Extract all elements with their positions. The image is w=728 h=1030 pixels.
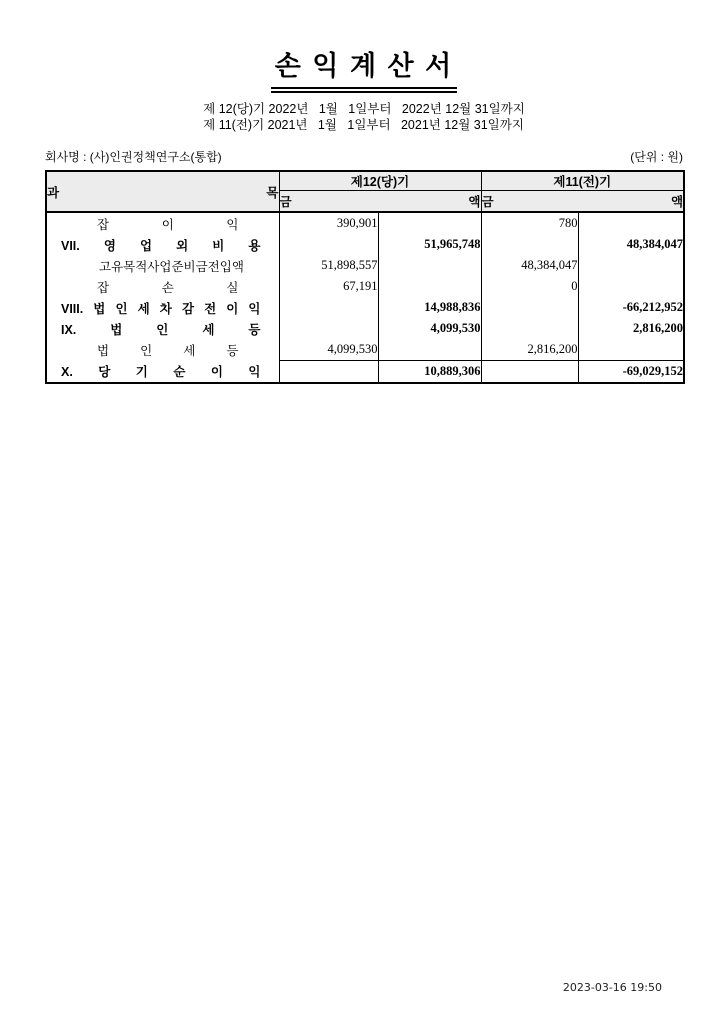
amount-p11-detail — [481, 318, 578, 339]
amount-p12-total: 14,988,836 — [378, 297, 481, 318]
amount-p11-total — [578, 212, 684, 234]
document-page — [0, 0, 728, 384]
amount-p12-detail — [279, 361, 378, 384]
table-row — [46, 361, 684, 384]
account-cell: 법 인 세 등 — [46, 339, 279, 361]
account-cell: VIII. 법 인 세 차 감 전 이 익 — [46, 297, 279, 318]
amount-p12-detail: 67,191 — [279, 276, 378, 297]
meta-row — [45, 148, 683, 165]
table-row — [46, 339, 684, 361]
amount-p12-total — [378, 212, 481, 234]
amount-p12-detail — [279, 234, 378, 255]
amount-p11-total: 48,384,047 — [578, 234, 684, 255]
amount-p12-total: 4,099,530 — [378, 318, 481, 339]
amount-p12-detail: 390,901 — [279, 212, 378, 234]
amount-p11-detail — [481, 297, 578, 318]
amount-header-12: 금 액 — [279, 191, 481, 213]
amount-p12-detail: 51,898,557 — [279, 255, 378, 276]
amount-p11-detail: 780 — [481, 212, 578, 234]
income-statement-table — [45, 170, 685, 384]
amount-p11-detail: 48,384,047 — [481, 255, 578, 276]
period-line-current: 제 12(당)기 2022년 1월 1일부터 2022년 12월 31일까지 — [203, 102, 525, 116]
table-row — [46, 276, 684, 297]
amount-p11-total: 2,816,200 — [578, 318, 684, 339]
amount-p11-total: -69,029,152 — [578, 361, 684, 384]
period-line-previous: 제 11(전)기 2021년 1월 1일부터 2021년 12월 31일까지 — [203, 118, 524, 132]
table-row — [46, 234, 684, 255]
amount-p12-total: 51,965,748 — [378, 234, 481, 255]
amount-p11-total — [578, 255, 684, 276]
company-name: 회사명 : (사)인권정책연구소(통합) — [45, 150, 222, 164]
amount-p12-total — [378, 276, 481, 297]
amount-p12-total — [378, 255, 481, 276]
period-block — [45, 101, 683, 134]
document-title: 손 익 계 산 서 — [271, 44, 457, 93]
table-row — [46, 318, 684, 339]
amount-p12-detail — [279, 318, 378, 339]
print-timestamp: 2023-03-16 19:50 — [562, 981, 662, 994]
account-cell: 잡 손 실 — [46, 276, 279, 297]
unit-label: (단위 : 원) — [630, 150, 683, 164]
amount-p12-total — [378, 339, 481, 361]
table-row — [46, 255, 684, 276]
title-block — [45, 44, 683, 93]
account-cell: X. 당 기 순 이 익 — [46, 361, 279, 384]
amount-p11-total — [578, 276, 684, 297]
amount-p11-total: -66,212,952 — [578, 297, 684, 318]
amount-header-11: 금 액 — [481, 191, 684, 213]
amount-p12-total: 10,889,306 — [378, 361, 481, 384]
period-11-header: 제11(전)기 — [481, 171, 684, 191]
account-column-header: 과 목 — [46, 171, 279, 212]
period-12-header: 제12(당)기 — [279, 171, 481, 191]
amount-p12-detail: 4,099,530 — [279, 339, 378, 361]
amount-p12-detail — [279, 297, 378, 318]
table-row — [46, 212, 684, 234]
account-cell: 잡 이 익 — [46, 212, 279, 234]
account-cell: IX. 법 인 세 등 — [46, 318, 279, 339]
amount-p11-detail — [481, 234, 578, 255]
amount-p11-total — [578, 339, 684, 361]
account-cell: 고유목적사업준비금전입액 — [46, 255, 279, 276]
amount-p11-detail: 2,816,200 — [481, 339, 578, 361]
table-row — [46, 297, 684, 318]
amount-p11-detail: 0 — [481, 276, 578, 297]
account-cell: VII. 영 업 외 비 용 — [46, 234, 279, 255]
amount-p11-detail — [481, 361, 578, 384]
